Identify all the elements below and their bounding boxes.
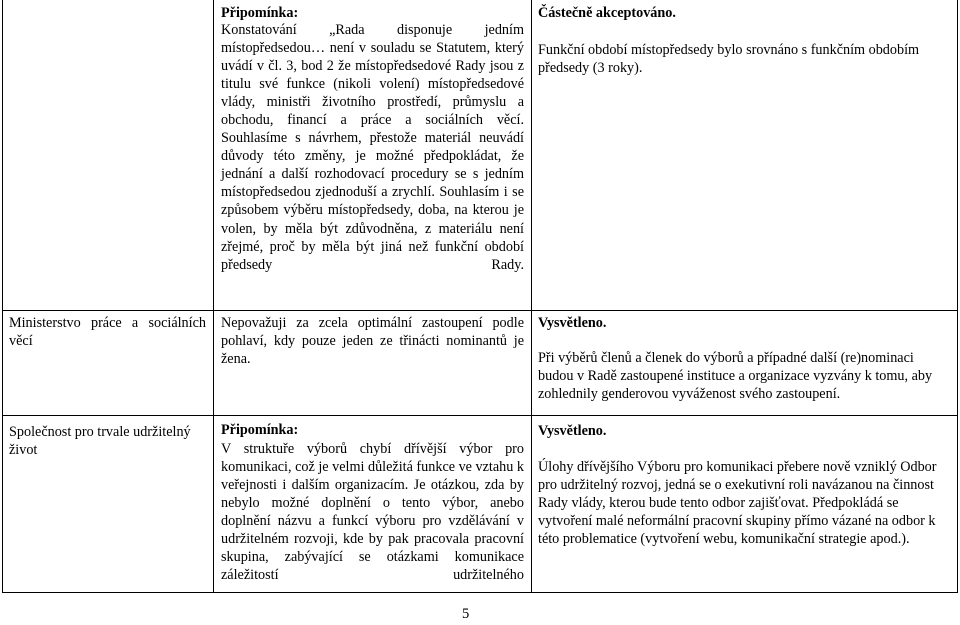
row1-comment-body: Konstatování „Rada disponuje jedním místopředsedou… není v souladu se Statutem, který uvádí v čl. 3, bod 2 že místopředsedové Rady jsou z titulu své funkce (nikoli volení) místopředsedové vlády, ministři životního prostředí, průmyslu a obchodu, financí a práce a sociálních věcí. Souhlasíme s návrhem, přestože materiál neuvádí důvody této změny, je možné předpokládat, že jednání a další rozhodovací procedury se s jedním místopředsedou zjednoduší a zrychlí. Souhlasím i se způsobem výběru místopředsedy, doba, na kterou je volen, by měla být zdůvodněna, z materiálu není zřejmé, proč by měla být jiná než funkční období předsedy Rady. (221, 22, 524, 273)
row3-submitter: Společnost pro trvale udržitelný život (9, 424, 191, 459)
row2-submitter: Ministerstvo práce a sociálních věcí (9, 315, 206, 350)
page-number: 5 (462, 606, 470, 622)
row1-resolution-status: Částečně akceptováno. (538, 5, 676, 21)
row3-comment-body: V struktuře výborů chybí dřívější výbor pro komunikaci, což je velmi důležitá funkce ve vztahu k veřejnosti i dalším organizacím. Je otázkou, zda by nebylo možné doplnění o tento výbor, anebo doplnění názvu a funkcí výboru pro vzdělávání v udržitelném rozvoji, kde by pak pracovala pracovní skupina, zabývající se otázkami komunikace záležitostí udržitelného (221, 441, 524, 584)
table-border-bottom (2, 592, 958, 593)
row3-resolution-status: Vysvětleno. (538, 423, 607, 439)
table-border-col1 (213, 0, 214, 593)
table-border-right (957, 0, 958, 593)
row-divider-2 (2, 415, 958, 416)
row2-comment-body: Nepovažuji za zcela optimální zastoupení podle pohlaví, kdy pouze jeden ze třinácti nominantů je žena. (221, 315, 524, 368)
row-divider-1 (2, 310, 958, 311)
row2-resolution-text: Při výběrů členů a členek do výborů a případné další (re)nominaci budou v Radě zastoupené instituce a organizace vyzvány k tomu, aby zohlednily genderovou vyváženost svého zastoupení. (538, 350, 933, 403)
row1-comment-heading: Připomínka: (221, 5, 299, 21)
row3-comment-heading: Připomínka: (221, 422, 299, 438)
row2-resolution-status: Vysvětleno. (538, 315, 607, 331)
row1-resolution-text: Funkční období místopředsedy bylo srovnáno s funkčním obdobím předsedy (3 roky). (538, 42, 920, 77)
table-border-col2 (531, 0, 532, 593)
row3-resolution-text: Úlohy dřívějšího Výboru pro komunikaci přebere nově vzniklý Odbor pro udržitelný rozvoj, jedná se o exekutivní roli navázanou na činnost Rady vlády, kterou bude tento odbor zajišťovat. Předpokládá se vytvoření malé neformální pracovní skupiny přímo vázané na odbor k této problematice (vytvoření webu, komunikační strategie apod.). (538, 459, 937, 548)
table-border-left (2, 0, 3, 593)
